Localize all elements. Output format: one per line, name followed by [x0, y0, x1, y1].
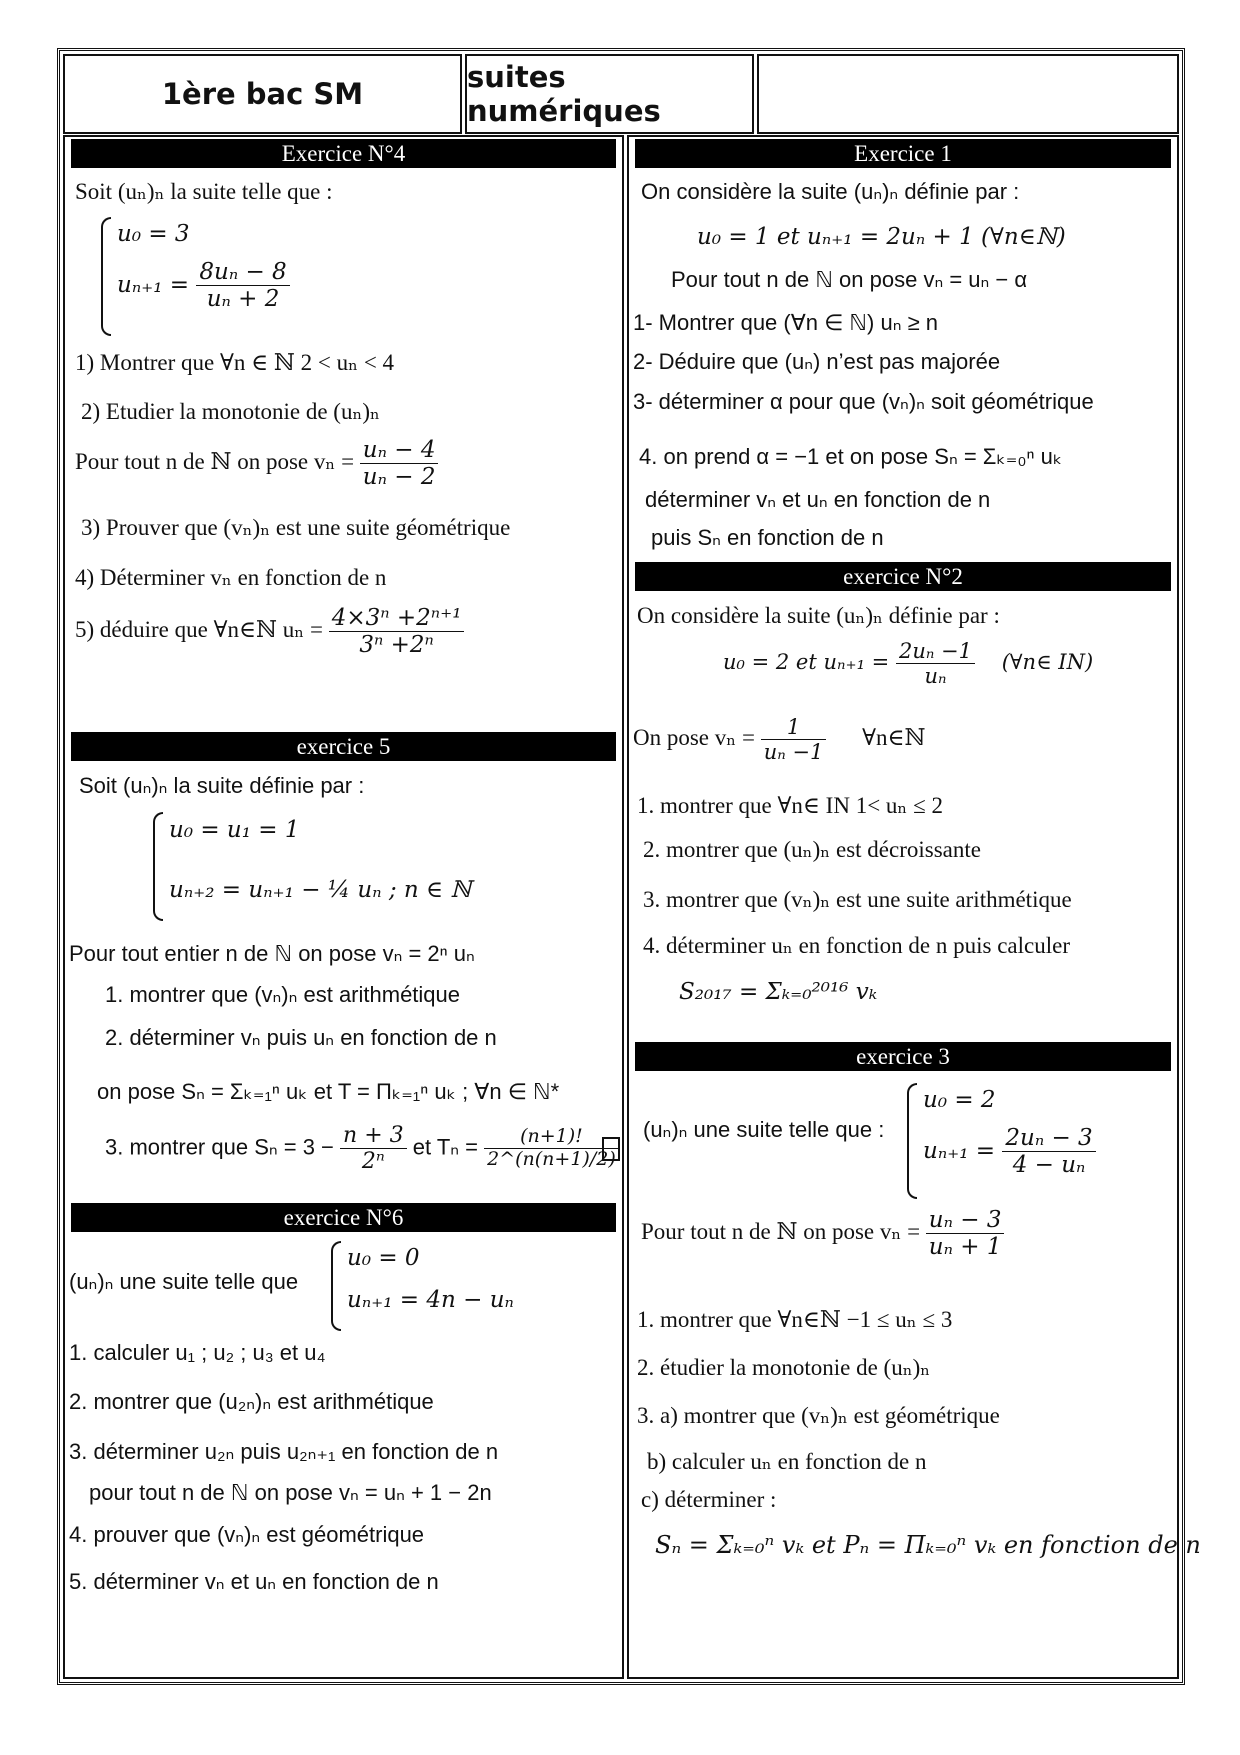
- ex6-sys2: uₙ₊₁ = 4n − uₙ: [347, 1287, 514, 1313]
- ex2-title: exercice N°2: [635, 562, 1171, 591]
- ex3-pose-num: uₙ − 3: [926, 1207, 1005, 1234]
- ex3-q3b: b) calculer uₙ en fonction de n: [647, 1449, 927, 1474]
- ex5-q1: 1. montrer que (vₙ)ₙ est arithmétique: [105, 982, 461, 1007]
- ex5-q3-tfrac: [484, 1126, 619, 1171]
- ex4-sys2: [117, 259, 290, 313]
- ex4-pose-frac: [360, 437, 439, 491]
- ex4-q5-text: 5) déduire que ∀n∈ℕ uₙ =: [75, 617, 323, 643]
- ex4-q5: [75, 605, 464, 659]
- ex5-pose: Pour tout entier n de ℕ on pose vₙ = 2ⁿ uₙ: [69, 941, 475, 966]
- ex6-brace: [331, 1241, 341, 1331]
- ex1-q4: 4. on prend α = −1 et on pose Sₙ = Σₖ₌₀ⁿ uₖ: [639, 444, 1063, 469]
- ex4-sys2-num: 8uₙ − 8: [196, 259, 289, 286]
- ex1-q1: 1- Montrer que (∀n ∈ ℕ) uₙ ≥ n: [633, 310, 938, 335]
- ex2-q1: 1. montrer que ∀n∈ IN 1< uₙ ≤ 2: [637, 793, 943, 818]
- header-right: [757, 54, 1179, 134]
- ex5-q2: 2. déterminer vₙ puis uₙ en fonction de n: [105, 1025, 497, 1050]
- header-title-text: suites numériques: [467, 60, 661, 128]
- ex4-q5-num: 4×3ⁿ +2ⁿ⁺¹: [329, 605, 465, 632]
- ex3-pose-text: Pour tout n de ℕ on pose vₙ =: [641, 1219, 921, 1245]
- ex5-pose2: on pose Sₙ = Σₖ₌₁ⁿ uₖ et T = Πₖ₌₁ⁿ uₖ ; ∀n ∈ ℕ*: [97, 1079, 560, 1104]
- ex5-checkbox-glyph: [602, 1137, 620, 1161]
- ex1-def: u₀ = 1 et uₙ₊₁ = 2uₙ + 1 (∀n∈ℕ): [697, 224, 1066, 250]
- ex4-pose-text: Pour tout n de ℕ on pose vₙ =: [75, 449, 355, 475]
- ex6-q1: 1. calculer u₁ ; u₂ ; u₃ et u₄: [69, 1340, 326, 1365]
- ex3-q3d: Sₙ = Σₖ₌₀ⁿ vₖ et Pₙ = Πₖ₌₀ⁿ vₖ en fonction de n: [655, 1531, 1201, 1559]
- ex2-intro: On considère la suite (uₙ)ₙ définie par :: [637, 603, 1000, 628]
- ex3-q3a: 3. a) montrer que (vₙ)ₙ est géométrique: [637, 1403, 1000, 1428]
- ex6-q3: 3. déterminer u₂ₙ puis u₂ₙ₊₁ en fonction de n: [69, 1439, 499, 1464]
- ex3-q2: 2. étudier la monotonie de (uₙ)ₙ: [637, 1355, 931, 1380]
- ex2-pose-frac: [761, 715, 827, 764]
- ex6-sys1: u₀ = 0: [347, 1245, 420, 1271]
- ex4-brace: [101, 217, 111, 336]
- ex3-pose: [641, 1207, 1004, 1261]
- ex4-q2: 2) Etudier la monotonie de (uₙ)ₙ: [81, 399, 381, 424]
- ex2-pose-num: 1: [761, 715, 827, 740]
- ex2-pose-den: uₙ −1: [763, 740, 824, 765]
- ex4-intro: Soit (uₙ)ₙ la suite telle que :: [75, 179, 333, 204]
- ex4-sys2-lhs: uₙ₊₁ =: [117, 271, 190, 298]
- ex6-pose: pour tout n de ℕ on pose vₙ = uₙ + 1 − 2n: [89, 1480, 492, 1505]
- ex4-q4: 4) Déterminer vₙ en fonction de n: [75, 565, 387, 590]
- ex1-title: Exercice 1: [635, 139, 1171, 168]
- ex5-q3-frac: [340, 1123, 407, 1175]
- ex5-sys2: uₙ₊₂ = uₙ₊₁ − ¼ uₙ ; n ∈ ℕ: [169, 877, 472, 903]
- ex3-title: exercice 3: [635, 1042, 1171, 1071]
- ex5-q3-num: n + 3: [340, 1123, 407, 1149]
- ex4-q3: 3) Prouver que (vₙ)ₙ est une suite géométrique: [81, 515, 511, 540]
- ex6-q4: 4. prouver que (vₙ)ₙ est géométrique: [69, 1522, 425, 1547]
- ex3-brace: [907, 1083, 917, 1199]
- ex2-def: [723, 639, 1093, 688]
- ex4-pose-num: uₙ − 4: [360, 437, 439, 464]
- ex1-intro: On considère la suite (uₙ)ₙ définie par :: [641, 179, 1020, 204]
- ex2-q2: 2. montrer que (uₙ)ₙ est décroissante: [643, 837, 981, 862]
- ex1-q3: 3- déterminer α pour que (vₙ)ₙ soit géométrique: [633, 389, 1094, 414]
- ex1-q2: 2- Déduire que (uₙ) n’est pas majorée: [633, 349, 1001, 374]
- ex5-title: exercice 5: [71, 732, 616, 761]
- ex5-brace: [153, 812, 163, 921]
- ex1-q4c: puis Sₙ en fonction de n: [651, 525, 884, 550]
- ex2-def-frac: [896, 639, 975, 688]
- header-level-text: 1ère bac SM: [161, 77, 364, 111]
- ex6-q5: 5. déterminer vₙ et uₙ en fonction de n: [69, 1569, 439, 1594]
- ex3-sys2-frac: [1002, 1125, 1095, 1179]
- page-frame: [57, 48, 1201, 1685]
- ex3-sys2: [923, 1125, 1096, 1179]
- ex2-def-text: u₀ = 2 et uₙ₊₁ =: [723, 650, 890, 675]
- ex4-sys2-den: uₙ + 2: [206, 286, 280, 313]
- ex5-intro: Soit (uₙ)ₙ la suite définie par :: [79, 773, 365, 798]
- ex3-sys2-lhs: uₙ₊₁ =: [923, 1137, 996, 1164]
- ex3-sys1: u₀ = 2: [923, 1087, 996, 1113]
- ex2-pose-q: ∀n∈ℕ: [862, 724, 926, 750]
- ex2-pose-text: On pose vₙ =: [633, 724, 755, 750]
- ex5-q3-and: et Tₙ =: [412, 1134, 478, 1160]
- ex4-sys1: u₀ = 3: [117, 221, 190, 247]
- ex2-pose: [633, 715, 926, 764]
- ex3-q3c: c) déterminer :: [641, 1487, 777, 1512]
- ex6-title: exercice N°6: [71, 1203, 616, 1232]
- ex2-def-q: (∀n∈ IN): [1001, 650, 1094, 675]
- ex5-q3-tden: 2^(n(n+1)/2): [487, 1148, 616, 1171]
- ex4-sys2-frac: [196, 259, 289, 313]
- ex4-pose-den: uₙ − 2: [362, 464, 436, 491]
- ex4-q1: 1) Montrer que ∀n ∈ ℕ 2 < uₙ < 4: [75, 350, 395, 375]
- ex6-intro: (uₙ)ₙ une suite telle que: [69, 1269, 299, 1294]
- ex2-q3: 3. montrer que (vₙ)ₙ est une suite arithmétique: [643, 887, 1072, 912]
- ex5-q3: [105, 1123, 619, 1175]
- ex5-q3-text: 3. montrer que Sₙ = 3 −: [105, 1134, 334, 1160]
- ex3-pose-den: uₙ + 1: [928, 1234, 1002, 1261]
- ex4-title: Exercice N°4: [71, 139, 616, 168]
- ex2-q4: 4. déterminer uₙ en fonction de n puis calculer: [643, 933, 1070, 958]
- ex3-q1: 1. montrer que ∀n∈ℕ −1 ≤ uₙ ≤ 3: [637, 1307, 953, 1332]
- ex6-q2: 2. montrer que (u₂ₙ)ₙ est arithmétique: [69, 1389, 434, 1414]
- ex5-sys1: u₀ = u₁ = 1: [169, 817, 300, 843]
- ex3-sys2-den: 4 − uₙ: [1012, 1152, 1086, 1179]
- ex1-q4b: déterminer vₙ et uₙ en fonction de n: [645, 487, 991, 512]
- ex4-q5-den: 3ⁿ +2ⁿ: [359, 632, 434, 659]
- ex4-q5-frac: [329, 605, 465, 659]
- ex2-def-den: uₙ: [924, 664, 947, 689]
- header-level: [63, 54, 462, 134]
- ex1-pose: Pour tout n de ℕ on pose vₙ = uₙ − α: [671, 267, 1028, 292]
- ex4-pose: [75, 437, 438, 491]
- left-column: [63, 135, 624, 1679]
- header-title: [465, 54, 754, 134]
- ex2-sum: S₂₀₁₇ = Σₖ₌₀²⁰¹⁶ vₖ: [679, 979, 878, 1005]
- ex2-def-num: 2uₙ −1: [896, 639, 975, 664]
- ex5-q3-tnum: (n+1)!: [484, 1126, 619, 1149]
- ex3-sys2-num: 2uₙ − 3: [1002, 1125, 1095, 1152]
- ex5-q3-den: 2ⁿ: [361, 1149, 385, 1175]
- right-column: [627, 135, 1201, 1679]
- ex3-pose-frac: [926, 1207, 1005, 1261]
- ex3-intro: (uₙ)ₙ une suite telle que :: [643, 1117, 885, 1142]
